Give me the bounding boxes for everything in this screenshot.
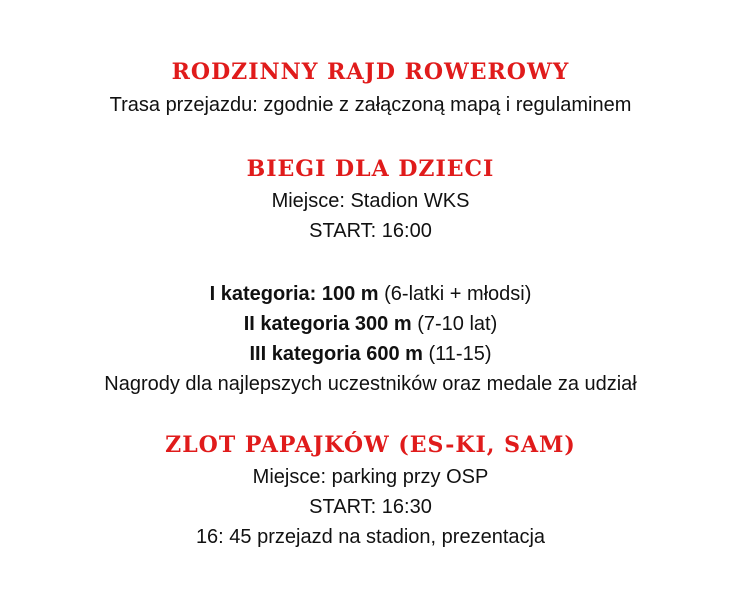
- biegi-start: START: 16:00: [309, 220, 432, 242]
- zlot-note: 16: 45 przejazd na stadion, prezentacja: [195, 526, 546, 548]
- category-row-1: [0, 280, 741, 308]
- section-title-biegi: BIEGI DLA DZIECI: [246, 156, 495, 182]
- category-ages: (7-10 lat): [417, 313, 498, 335]
- category-name: II kategoria: [243, 313, 350, 335]
- category-row-2: [0, 310, 741, 338]
- section-title-rajd: RODZINNY RAJD ROWEROWY: [171, 59, 570, 85]
- category-distance: 300 m: [354, 313, 412, 335]
- zlot-start: START: 16:30: [309, 496, 432, 518]
- category-ages: (11-15): [428, 343, 492, 365]
- category-distance: 100 m: [321, 283, 379, 305]
- category-row-3: [0, 340, 741, 368]
- zlot-place: Miejsce: parking przy OSP: [252, 466, 489, 488]
- category-name: I kategoria:: [209, 283, 317, 305]
- category-name: III kategoria: [249, 343, 361, 365]
- biegi-place: Miejsce: Stadion WKS: [271, 190, 470, 212]
- category-ages: (6-latki + młodsi): [384, 283, 532, 305]
- rajd-route: Trasa przejazdu: zgodnie z załączoną mapą i regulaminem: [109, 94, 632, 116]
- category-distance: 600 m: [366, 343, 423, 365]
- section-title-zlot: ZLOT PAPAJKÓW (ES-KI, SAM): [165, 432, 576, 458]
- biegi-awards: Nagrody dla najlepszych uczestników oraz medale za udział: [104, 373, 637, 395]
